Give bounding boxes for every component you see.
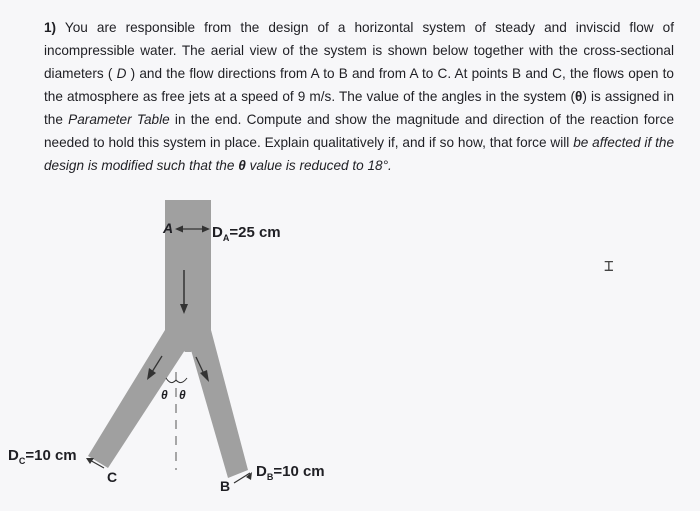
problem-text: [44, 16, 674, 177]
problem-text-6: value is reduced to 18°.: [249, 158, 392, 173]
problem-text-3: ) is assigned in the: [44, 89, 675, 127]
problem-text-1: You are responsible from the design of a horizontal system of steady and inviscid flow of incompressible water. The aerial view of the system is shown below together with the cross-sectional diameters (: [44, 20, 674, 81]
diameter-b-label: $D_B=10$ cm: [256, 463, 325, 482]
branch-pipe-c: [88, 330, 185, 468]
angle-arc-right: [176, 378, 187, 383]
problem-statement: [44, 16, 674, 177]
parameter-table-reference: Parameter Table: [68, 112, 170, 127]
branch-pipe-b: [191, 330, 248, 478]
problem-number: 1): [44, 20, 57, 35]
problem-text-4: in the end. Compute and show the magnitude and direction of the reaction force needed to hold this system in place. Explain qualitatively if, and if so how, that force will: [44, 112, 675, 150]
angle-arc-left: [166, 378, 176, 383]
text-cursor-icon: ⌶: [604, 256, 614, 275]
theta-symbol-2: θ: [238, 158, 246, 173]
point-a-label: A: [163, 220, 174, 236]
theta-right-label: θ: [179, 388, 186, 402]
point-b-label: B: [220, 478, 231, 494]
point-c-label: C: [107, 469, 118, 485]
theta-left-label: θ: [161, 388, 168, 402]
problem-text-2: ) and the flow directions from A to B and from A to C. At points B and C, the flows open to the atmosphere as free jets at a speed of 9 m/s. The value of the angles in the system (: [44, 66, 674, 104]
diameter-a-label: $D_A=25$ cm: [212, 224, 281, 243]
theta-symbol: θ: [575, 89, 583, 104]
pipe-diagram: [0, 190, 700, 511]
problem-text-5: be affected if the design is modified such that the: [44, 135, 675, 173]
diameter-variable: D: [116, 66, 127, 81]
diameter-c-arrowhead: [86, 458, 94, 464]
diameter-c-label: $D_C=10$ cm: [8, 447, 77, 466]
